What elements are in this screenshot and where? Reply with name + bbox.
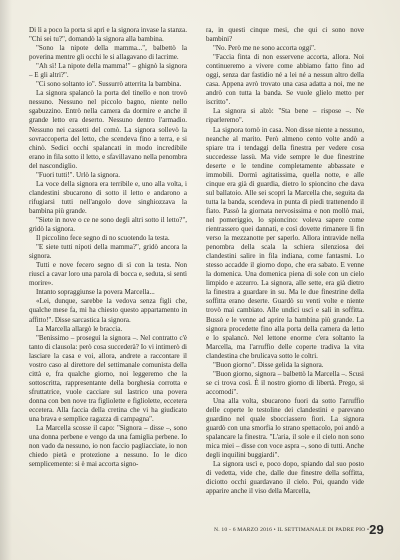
paragraph: ra, in questi cinque mesi, che qui ci sono nove bambini?	[206, 26, 364, 44]
paragraph: "E siete tutti nipoti della mamma?", gridò ancora la signora.	[29, 243, 187, 261]
paragraph: "Sono la nipote della mamma...", balbettò la poverina mentre gli occhi le si allagavano di lacrime.	[29, 44, 187, 62]
paragraph: "Siete in nove o ce ne sono degli altri sotto il letto?", gridò la signora.	[29, 215, 187, 234]
paragraph: Il piccolino fece segno di no scuotendo la testa.	[36, 234, 170, 243]
paragraph: "Buon giorno". Disse gelida la signora.	[213, 360, 324, 369]
paragraph: Una alla volta, sbucarono fuori da sotto l'arruffio delle coperte le testoline dei clandestini e parevano guardino nel quale sbocciassero fiori. La signora guardò con una smorfia lo strano spettacolo, poi andò a spalancare la finestra. "L'aria, il sole e il cielo non sono mica miei – disse con voce aspra –, sono di tutti. Anche degli inquilini buggiardi".	[206, 396, 364, 460]
page-gutter-shadow	[0, 0, 12, 560]
paragraph: "Fuori tutti!". Urlò la signora.	[36, 170, 121, 179]
paragraph: "No. Però me ne sono accorta oggi".	[213, 44, 316, 53]
paragraph: «Lei, dunque, sarebbe la vedova senza figli che, qualche mese fa, mi ha chiesto questo appartamento in affitto!". Disse sarcastica la signora.	[29, 297, 187, 324]
page-footer	[206, 523, 390, 537]
paragraph: La voce della signora era terribile e, uno alla volta, i clandestini sbucarono di sotto il letto e andarono a rifugiarsi tutti nell'angolo dove singhiozzava la bambina più grande.	[29, 179, 187, 215]
paragraph: "Ah sì! La nipote della mamma!" – ghignò la signora – E gli altri?".	[29, 62, 187, 80]
paragraph: La Marcella scosse il capo: "Signora – disse –, sono una donna perbene e vengo da una famiglia perbene. Io non vado da nessuno, io non faccio pagliacciate, io non chiedo pietà e protezione a nessuno. Io le dico semplicemente: si è mai accorta signo-	[29, 424, 187, 469]
paragraph: La signora tornò in casa. Non disse niente a nessuno, neanche al marito. Però almeno cento volte andò a spiare tra i tendaggi della finestra per vedere cosa succedesse lassù. Ma vide sempre le due finestrine deserte e le tendine completamente abbassate e immobili. Dormì agitatissima, quella notte, e alle cinque era già di guardia, dietro lo spioncino che dava sul ballatoio. Alle sei scoprì la Marcella che, seguita da tutta la banda, scendeva in punta di piedi trattenendo il fiato. Passò la giornata nervosissima e non mollò mai, nel pomeriggio, lo spioncino: voleva sapere come rientrassero quei dannati, e così dovette rimanere lì fin verso la mezzanotte per saperlo. Allora intravide nella penombra della scala la schiera silenziosa dei clandestini salire in fila indiana, come fantasmi. Lo stesso accadde il giorno dopo, che era sabato. E venne la domenica. Una domenica piena di sole con un cielo limpido e azzurro. La signora, alle sette, era già dietro la finestra a guardare in su. Ma le due finestrine della soffitta erano deserte. Guardò su venti volte e niente trovò mai cambiato. Alle undici uscì e salì in soffitta. Bussò e le venne ad aprire la bambina più grande. La signora procedette fino alla porta della camera da letto e lo spalancò. Nel lettone enorme c'era soltanto la Marcella, ma l'arruffio delle coperte tradiva la vita clandestina che brulicava sotto le coltri.	[206, 125, 364, 360]
left-text-column	[29, 26, 187, 469]
paragraph: "Benissimo – proseguì la signora –. Nel contratto c'è tanto di clausola: però cosa succederà? Io vi intimerò di lasciare la casa e voi, allora, andrete a raccontare il vostro caso al direttore del settimanale comunista della città e, fra qualche giorno, noi leggeremo che la sottoscritta, rappresentante della borghesia corrotta e sfruttatrice, vuole cacciare sul lastrico una povera donna con ben nove tra figliolette e figliolette, eccetera eccetera. Alla faccia della cretina che vi ha giudicato una brava e semplice ragazza di campagna".	[29, 333, 187, 424]
paragraph: La signora si alzò: "Sta bene – rispose –. Ne riparleremo".	[206, 107, 364, 125]
page-number: 29	[369, 522, 384, 537]
paragraph: La signora spalancò la porta del tinello e non trovò nessuno. Nessuno nel piccolo bagno, niente nello sgabuzzino. Entrò nella camera da dormire e anche il grande letto era deserto. Nessuno dentro l'armadio. Nessuno nei cassetti del comò. La signora sollevò la sovraccoperta del letto, che scendeva fino a terra, e si chinò. Sedici occhi spalancati in modo incredibile erano in fila sotto il letto, e sfavillavano nella penombra del nascondiglio.	[29, 89, 187, 170]
paragraph: "Buon giorno, signora – balbettò la Marcella –. Scusi se ci trova così. È il nostro giorno di libertà. Prego, si accomodi".	[206, 369, 364, 396]
paragraph: "Ci sono soltanto io". Sussurrò atterrita la bambina.	[36, 80, 182, 89]
footer-issue-line: N. 10 - 6 MARZO 2016 • IL SETTIMANALE DI PADRE PIO •	[214, 527, 370, 533]
paragraph: La signora uscì e, poco dopo, spiando dal suo posto di vedetta, vide che, dalle due finestre della soffitta, diciotto occhi guardavano il cielo. Poi, quando vide apparire anche il viso della Marcella,	[206, 460, 364, 496]
paragraph: Tutti e nove fecero segno di sì con la testa. Non riuscì a cavar loro una parola di bocca e, seduta, si sentì morire».	[29, 261, 187, 288]
paragraph: Di lì a poco la porta si aprì e la signora invase la stanza. "Chi sei tu?", domandò la signora alla bambina.	[29, 26, 187, 44]
right-text-column	[206, 26, 364, 496]
paragraph: La Marcella allargò le braccia.	[36, 324, 123, 333]
paragraph: Intanto sopraggiunse la povera Marcella...	[36, 288, 155, 297]
paragraph: "Faccia finta di non esservene accorta, allora. Noi continueremo a vivere come abbiamo fatto fino ad oggi, senza dar fastidio né a lei né a nessun altro della casa. Appena avrò trovato una casa adatta a noi, me ne andrò con tutta la banda. Se vuole glielo metto per iscritto".	[206, 53, 364, 107]
